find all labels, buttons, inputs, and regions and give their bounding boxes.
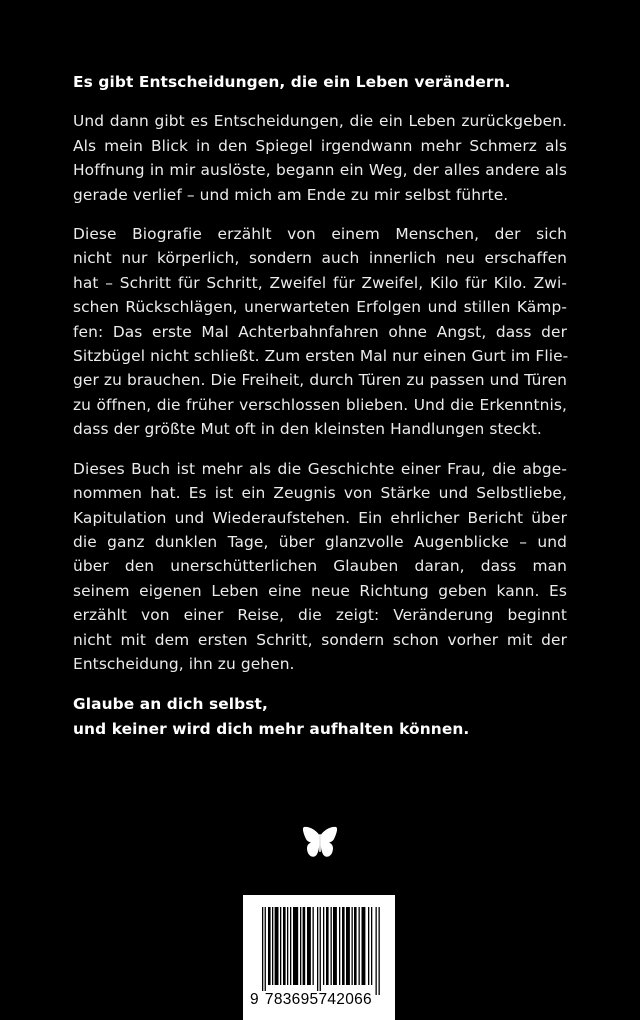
paragraph-2 [73, 222, 567, 442]
text-line: ger zu brauchen. Die Freiheit, durch Türen zu passen und Türen [73, 371, 567, 390]
closing-line: Glaube an dich selbst, [73, 695, 268, 714]
closing-quote [73, 692, 567, 741]
isbn-number [250, 991, 372, 1009]
text-line: Hoffnung in mir auslöste, begann ein Weg, der alles andere als [73, 161, 567, 180]
text-line: zu öffnen, die früher verschlossen blieben. Und die Erkenntnis, [73, 395, 567, 414]
text-line: schen Rückschlägen, unerwarteten Erfolgen und stillen Kämp- [73, 298, 567, 317]
text-line: die ganz dunklen Tage, über glanzvolle Augenblicke – und [73, 532, 567, 551]
text-line: Kapitulation und Wiederaufstehen. Ein ehrlicher Bericht über [73, 508, 567, 527]
text-line: fen: Das erste Mal Achterbahnfahren ohne Angst, dass der [73, 322, 567, 341]
barcode-icon [262, 907, 380, 995]
isbn-digits: 783695742066 [264, 991, 372, 1008]
text-line: Und dann gibt es Entscheidungen, die ein Leben zurückgeben. [73, 112, 567, 131]
isbn-barcode [243, 895, 395, 1020]
paragraph-3 [73, 457, 567, 677]
closing-line: und keiner wird dich mehr aufhalten können. [73, 719, 470, 738]
butterfly-icon [302, 826, 338, 860]
text-line: dass der größte Mut oft in den kleinsten Handlungen steckt. [73, 420, 542, 439]
text-line: Sitzbügel nicht schließt. Zum ersten Mal nur einen Gurt im Flie- [73, 347, 569, 366]
lead-heading: Es gibt Entscheidungen, die ein Leben verändern. [73, 73, 511, 91]
text-line: Diese Biografie erzählt von einem Menschen, der sich [73, 225, 567, 244]
text-line: gerade verlief – und mich am Ende zu mir selbst führte. [73, 185, 509, 204]
text-line: hat – Schritt für Schritt, Zweifel für Zweifel, Kilo für Kilo. Zwi- [73, 273, 567, 292]
text-line: erzählt von einer Reise, die zeigt: Veränderung beginnt [73, 606, 567, 625]
text-line: über den unerschütterlichen Glauben daran, dass man [73, 557, 567, 576]
paragraph-1 [73, 109, 567, 207]
text-line: nicht nur körperlich, sondern auch innerlich neu erschaffen [73, 249, 567, 268]
text-line: Entscheidung, ihn zu gehen. [73, 654, 295, 673]
text-line: seinem eigenen Leben eine neue Richtung geben kann. Es [73, 581, 567, 600]
text-line: nommen hat. Es ist ein Zeugnis von Stärke und Selbstliebe, [73, 484, 567, 503]
text-line: Dieses Buch ist mehr als die Geschichte einer Frau, die abge- [73, 459, 567, 478]
text-line: nicht mit dem ersten Schritt, sondern schon vorher mit der [73, 630, 567, 649]
isbn-first-digit: 9 [250, 991, 259, 1008]
text-line: Als mein Blick in den Spiegel irgendwann mehr Schmerz als [73, 136, 567, 155]
back-cover-text [73, 70, 567, 741]
